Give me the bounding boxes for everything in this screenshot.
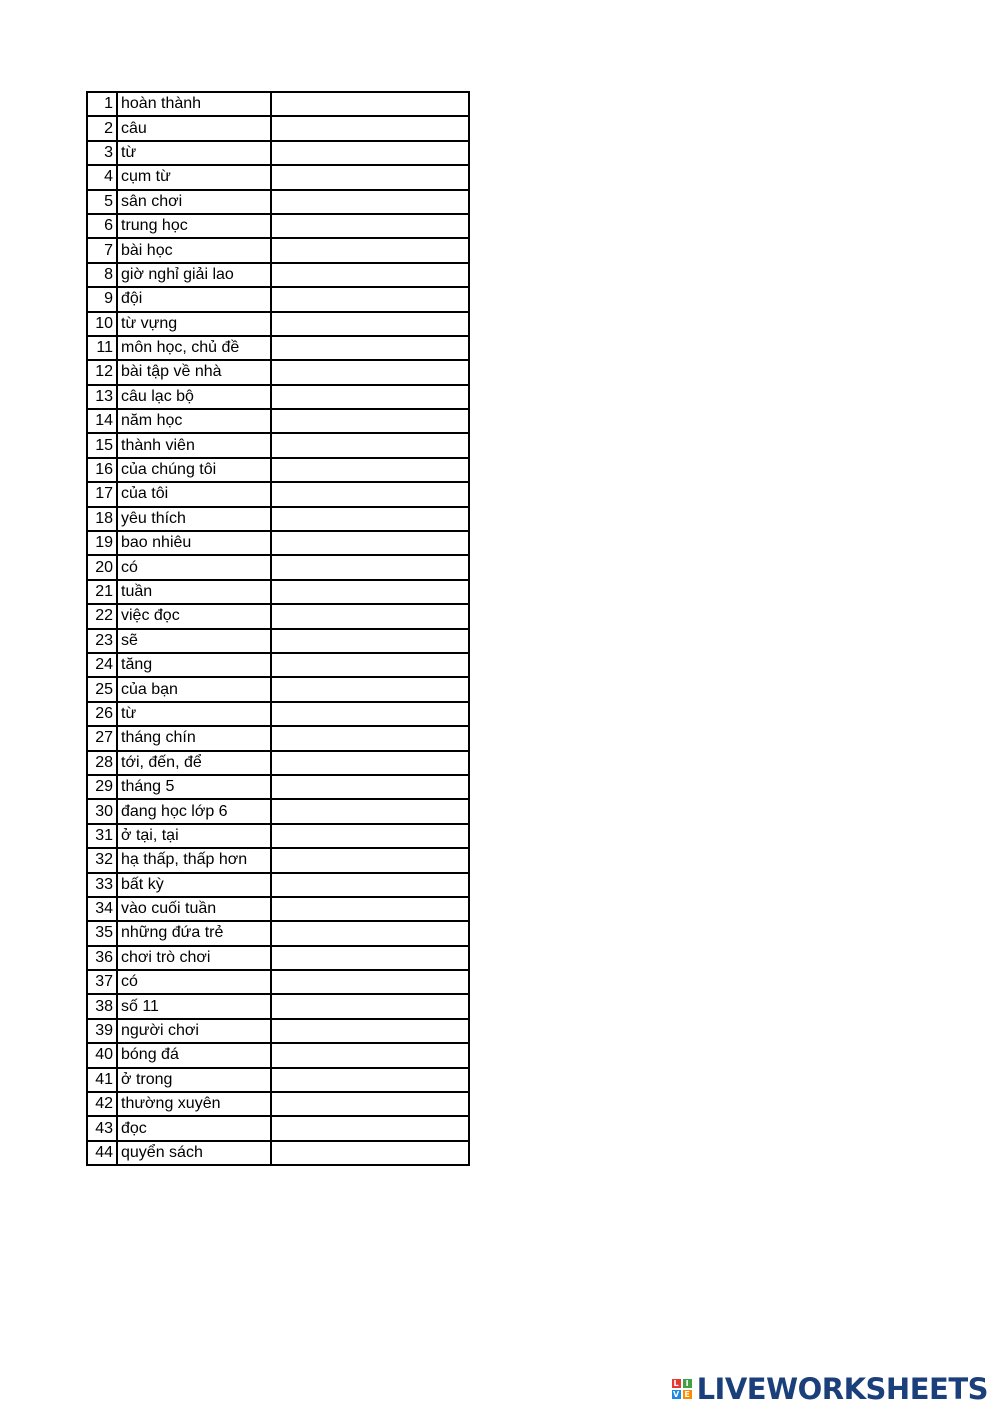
answer-cell[interactable] <box>271 1043 469 1067</box>
answer-cell[interactable] <box>271 604 469 628</box>
vietnamese-word: những đứa trẻ <box>117 921 271 945</box>
vietnamese-word: quyển sách <box>117 1141 271 1165</box>
table-row <box>87 1116 469 1140</box>
vietnamese-word: bóng đá <box>117 1043 271 1067</box>
table-row <box>87 190 469 214</box>
vietnamese-word: tháng 5 <box>117 775 271 799</box>
answer-cell[interactable] <box>271 873 469 897</box>
vietnamese-word: môn học, chủ đề <box>117 336 271 360</box>
answer-cell[interactable] <box>271 238 469 262</box>
vietnamese-word: câu <box>117 116 271 140</box>
vietnamese-word: trung học <box>117 214 271 238</box>
vietnamese-word: số 11 <box>117 994 271 1018</box>
table-row <box>87 873 469 897</box>
table-row <box>87 336 469 360</box>
row-number: 11 <box>87 336 117 360</box>
answer-cell[interactable] <box>271 165 469 189</box>
vietnamese-word: ở trong <box>117 1068 271 1092</box>
answer-cell[interactable] <box>271 336 469 360</box>
logo-square: L <box>673 1379 679 1388</box>
row-number: 19 <box>87 531 117 555</box>
table-row <box>87 482 469 506</box>
answer-cell[interactable] <box>271 946 469 970</box>
answer-cell[interactable] <box>271 116 469 140</box>
row-number: 37 <box>87 970 117 994</box>
vietnamese-word: có <box>117 970 271 994</box>
table-row <box>87 165 469 189</box>
liveworksheets-logo-icon <box>672 1379 692 1399</box>
answer-cell[interactable] <box>271 409 469 433</box>
answer-cell[interactable] <box>271 385 469 409</box>
vietnamese-word: ở tại, tại <box>117 824 271 848</box>
row-number: 14 <box>87 409 117 433</box>
row-number: 17 <box>87 482 117 506</box>
row-number: 33 <box>87 873 117 897</box>
answer-cell[interactable] <box>271 580 469 604</box>
table-row <box>87 580 469 604</box>
answer-cell[interactable] <box>271 1019 469 1043</box>
vocabulary-table <box>86 91 470 1166</box>
vietnamese-word: cụm từ <box>117 165 271 189</box>
table-row <box>87 799 469 823</box>
row-number: 6 <box>87 214 117 238</box>
liveworksheets-brand <box>672 1372 988 1406</box>
vietnamese-word: bài học <box>117 238 271 262</box>
vietnamese-word: tới, đến, để <box>117 751 271 775</box>
vietnamese-word: vào cuối tuần <box>117 897 271 921</box>
vietnamese-word: câu lạc bộ <box>117 385 271 409</box>
answer-cell[interactable] <box>271 726 469 750</box>
answer-cell[interactable] <box>271 92 469 116</box>
answer-cell[interactable] <box>271 799 469 823</box>
row-number: 35 <box>87 921 117 945</box>
row-number: 24 <box>87 653 117 677</box>
answer-cell[interactable] <box>271 897 469 921</box>
row-number: 29 <box>87 775 117 799</box>
answer-cell[interactable] <box>271 994 469 1018</box>
table-row <box>87 287 469 311</box>
row-number: 13 <box>87 385 117 409</box>
row-number: 15 <box>87 433 117 457</box>
table-row <box>87 1068 469 1092</box>
row-number: 43 <box>87 1116 117 1140</box>
row-number: 12 <box>87 360 117 384</box>
vietnamese-word: của chúng tôi <box>117 458 271 482</box>
table-row <box>87 726 469 750</box>
row-number: 27 <box>87 726 117 750</box>
table-row <box>87 848 469 872</box>
row-number: 30 <box>87 799 117 823</box>
row-number: 3 <box>87 141 117 165</box>
vietnamese-word: đọc <box>117 1116 271 1140</box>
answer-cell[interactable] <box>271 677 469 701</box>
vietnamese-word: bao nhiêu <box>117 531 271 555</box>
vietnamese-word: thành viên <box>117 433 271 457</box>
row-number: 20 <box>87 555 117 579</box>
row-number: 40 <box>87 1043 117 1067</box>
vietnamese-word: tăng <box>117 653 271 677</box>
row-number: 32 <box>87 848 117 872</box>
vietnamese-word: yêu thích <box>117 507 271 531</box>
table-row <box>87 238 469 262</box>
vietnamese-word: có <box>117 555 271 579</box>
table-row <box>87 385 469 409</box>
vietnamese-word: từ <box>117 702 271 726</box>
vietnamese-word: tuần <box>117 580 271 604</box>
table-row <box>87 897 469 921</box>
vietnamese-word: hạ thấp, thấp hơn <box>117 848 271 872</box>
row-number: 22 <box>87 604 117 628</box>
answer-cell[interactable] <box>271 555 469 579</box>
vietnamese-word: của tôi <box>117 482 271 506</box>
row-number: 1 <box>87 92 117 116</box>
table-row <box>87 970 469 994</box>
answer-cell[interactable] <box>271 433 469 457</box>
answer-cell[interactable] <box>271 629 469 653</box>
answer-cell[interactable] <box>271 824 469 848</box>
row-number: 25 <box>87 677 117 701</box>
vietnamese-word: của bạn <box>117 677 271 701</box>
vietnamese-word: việc đọc <box>117 604 271 628</box>
answer-cell[interactable] <box>271 775 469 799</box>
table-row <box>87 677 469 701</box>
row-number: 7 <box>87 238 117 262</box>
answer-cell[interactable] <box>271 141 469 165</box>
table-row <box>87 994 469 1018</box>
row-number: 44 <box>87 1141 117 1165</box>
logo-square: I <box>683 1379 692 1388</box>
table-row <box>87 946 469 970</box>
table-row <box>87 116 469 140</box>
answer-cell[interactable] <box>271 921 469 945</box>
answer-cell[interactable] <box>271 312 469 336</box>
table-row <box>87 751 469 775</box>
vietnamese-word: từ <box>117 141 271 165</box>
vocabulary-table-body <box>87 92 469 1165</box>
table-row <box>87 458 469 482</box>
answer-cell[interactable] <box>271 848 469 872</box>
row-number: 10 <box>87 312 117 336</box>
row-number: 36 <box>87 946 117 970</box>
answer-cell[interactable] <box>271 1068 469 1092</box>
table-row <box>87 409 469 433</box>
vietnamese-word: chơi trò chơi <box>117 946 271 970</box>
row-number: 39 <box>87 1019 117 1043</box>
table-row <box>87 531 469 555</box>
answer-cell[interactable] <box>271 214 469 238</box>
row-number: 31 <box>87 824 117 848</box>
vietnamese-word: bài tập về nhà <box>117 360 271 384</box>
vietnamese-word: giờ nghỉ giải lao <box>117 263 271 287</box>
vietnamese-word: đội <box>117 287 271 311</box>
answer-cell[interactable] <box>271 190 469 214</box>
table-row <box>87 312 469 336</box>
answer-cell[interactable] <box>271 1092 469 1116</box>
table-row <box>87 1043 469 1067</box>
table-row <box>87 92 469 116</box>
table-row <box>87 1019 469 1043</box>
answer-cell[interactable] <box>271 263 469 287</box>
answer-cell[interactable] <box>271 531 469 555</box>
table-row <box>87 824 469 848</box>
answer-cell[interactable] <box>271 507 469 531</box>
table-row <box>87 214 469 238</box>
answer-cell[interactable] <box>271 1141 469 1165</box>
row-number: 21 <box>87 580 117 604</box>
row-number: 34 <box>87 897 117 921</box>
vietnamese-word: hoàn thành <box>117 92 271 116</box>
row-number: 18 <box>87 507 117 531</box>
row-number: 5 <box>87 190 117 214</box>
row-number: 26 <box>87 702 117 726</box>
table-row <box>87 433 469 457</box>
table-row <box>87 1141 469 1165</box>
logo-square: E <box>684 1390 690 1399</box>
row-number: 4 <box>87 165 117 189</box>
table-row <box>87 702 469 726</box>
answer-cell[interactable] <box>271 653 469 677</box>
answer-cell[interactable] <box>271 702 469 726</box>
table-row <box>87 1092 469 1116</box>
table-row <box>87 555 469 579</box>
vietnamese-word: sẽ <box>117 629 271 653</box>
answer-cell[interactable] <box>271 287 469 311</box>
answer-cell[interactable] <box>271 458 469 482</box>
table-row <box>87 141 469 165</box>
vietnamese-word: năm học <box>117 409 271 433</box>
table-row <box>87 263 469 287</box>
row-number: 8 <box>87 263 117 287</box>
table-row <box>87 921 469 945</box>
vietnamese-word: từ vựng <box>117 312 271 336</box>
row-number: 38 <box>87 994 117 1018</box>
vietnamese-word: đang học lớp 6 <box>117 799 271 823</box>
table-row <box>87 507 469 531</box>
vietnamese-word: tháng chín <box>117 726 271 750</box>
vietnamese-word: người chơi <box>117 1019 271 1043</box>
row-number: 23 <box>87 629 117 653</box>
answer-cell[interactable] <box>271 1116 469 1140</box>
logo-square: V <box>672 1390 680 1399</box>
vietnamese-word: bất kỳ <box>117 873 271 897</box>
answer-cell[interactable] <box>271 360 469 384</box>
answer-cell[interactable] <box>271 751 469 775</box>
table-row <box>87 629 469 653</box>
row-number: 41 <box>87 1068 117 1092</box>
table-row <box>87 604 469 628</box>
row-number: 2 <box>87 116 117 140</box>
brand-text: LIVEWORKSHEETS <box>696 1372 988 1406</box>
vietnamese-word: thường xuyên <box>117 1092 271 1116</box>
table-row <box>87 653 469 677</box>
vietnamese-word: sân chơi <box>117 190 271 214</box>
table-row <box>87 360 469 384</box>
row-number: 16 <box>87 458 117 482</box>
row-number: 42 <box>87 1092 117 1116</box>
row-number: 28 <box>87 751 117 775</box>
answer-cell[interactable] <box>271 482 469 506</box>
table-row <box>87 775 469 799</box>
answer-cell[interactable] <box>271 970 469 994</box>
row-number: 9 <box>87 287 117 311</box>
